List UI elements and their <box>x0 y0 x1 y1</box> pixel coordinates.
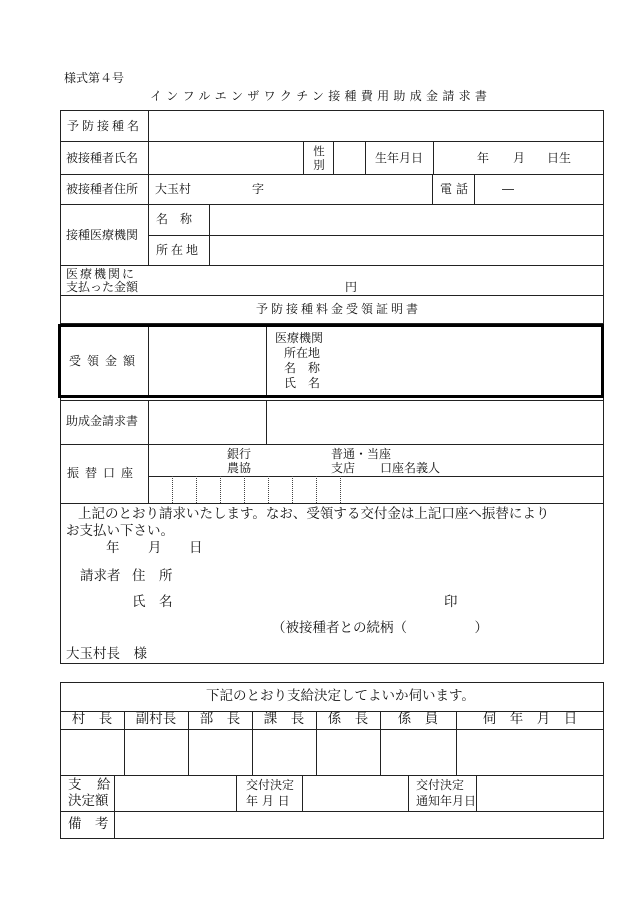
institution-location-label: 所在地 <box>156 243 202 257</box>
col-inquiry-date: 伺 年 月 日 <box>482 711 578 727</box>
sex-label: 性別 <box>313 144 325 172</box>
request-statement-line-2: お支払い下さい。 <box>66 523 174 539</box>
col-department-head: 部 長 <box>199 711 241 727</box>
grant-amount-label-1: 支 給 <box>68 777 112 793</box>
transfer-account-label: 振替口座 <box>67 466 140 480</box>
claimant-name-label: 氏 名 <box>132 594 173 610</box>
receipt-name-label: 名 称 <box>284 361 321 375</box>
vaccinee-name-label: 被接種者氏名 <box>66 151 139 165</box>
aza-label: 字 <box>252 182 265 196</box>
birth-year-unit: 年 <box>477 151 490 165</box>
receipt-title: 予防接種料金受領証明書 <box>256 302 422 316</box>
phone-label: 電話 <box>440 182 473 196</box>
branch-label: 支店 <box>331 461 356 475</box>
decision-date-label-2: 年 月 日 <box>246 794 290 808</box>
col-section-head: 課 長 <box>263 711 305 727</box>
receipt-institution-label: 医療機関 <box>275 331 324 345</box>
notice-date-label-2: 通知年月日 <box>416 794 477 808</box>
receipt-location-label: 所在地 <box>284 346 321 360</box>
institution-label: 接種医療機関 <box>66 228 139 242</box>
approval-form <box>60 682 604 839</box>
phone-dash: ― <box>502 182 514 196</box>
vaccine-name-label: 予防接種名 <box>67 119 143 133</box>
vaccinee-address-label: 被接種者住所 <box>66 182 139 196</box>
birth-month-unit: 月 <box>513 151 526 165</box>
addressee-label: 大玉村長 様 <box>66 646 147 662</box>
remarks-label: 備 考 <box>68 816 109 832</box>
col-staff: 係 員 <box>397 711 439 727</box>
account-holder-label: 口座名義人 <box>380 461 441 475</box>
grant-amount-label-2: 決定額 <box>68 793 109 809</box>
relation-label: （被接種者との続柄（ ） <box>272 620 488 636</box>
approval-statement: 下記のとおり支給決定してよいか伺います。 <box>206 688 475 704</box>
village-name: 大玉村 <box>155 182 192 196</box>
request-statement-line-1: 上記のとおり請求いたします。なお、受領する交付金は上記口座へ振替により <box>78 506 550 522</box>
claimant-label: 請求者 <box>80 568 121 584</box>
bank-label: 銀行 <box>227 447 252 461</box>
birth-day-unit: 日生 <box>547 151 572 165</box>
form-title: インフルエンザワクチン接種費用助成金請求書 <box>150 89 492 103</box>
institution-name-label: 名 称 <box>156 212 193 226</box>
date-year-label: 年 <box>106 540 120 556</box>
date-day-label: 日 <box>189 540 203 556</box>
paid-amount-label-2: 支払った金額 <box>66 280 139 294</box>
grant-request-label: 助成金請求書 <box>66 414 139 428</box>
col-chief: 係 長 <box>327 711 369 727</box>
decision-date-label-1: 交付決定 <box>246 778 295 792</box>
birthdate-label: 生年月日 <box>375 151 424 165</box>
form-number: 様式第４号 <box>64 71 125 85</box>
received-amount-label: 受領金額 <box>69 354 142 368</box>
seal-mark: 印 <box>444 594 458 610</box>
col-deputy-mayor: 副村長 <box>135 711 177 727</box>
notice-date-label-1: 交付決定 <box>416 778 465 792</box>
account-type-label: 普通・当座 <box>331 447 392 461</box>
date-month-label: 月 <box>148 540 162 556</box>
claimant-address-label: 住 所 <box>132 568 173 584</box>
paid-amount-label-1: 医療機関に <box>66 267 137 281</box>
receipt-person-label: 氏 名 <box>284 376 321 390</box>
noukyo-label: 農協 <box>227 461 252 475</box>
col-mayor: 村 長 <box>71 711 113 727</box>
yen-unit: 円 <box>345 280 358 294</box>
